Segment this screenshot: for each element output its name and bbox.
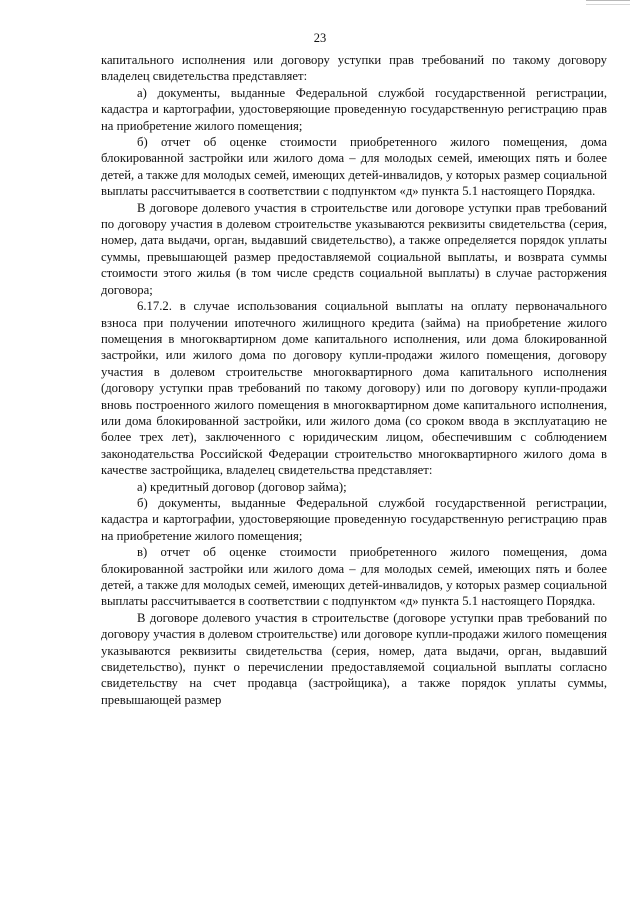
page-number: 23 [313, 31, 327, 45]
document-body [101, 52, 607, 708]
paragraph-item-a: а) документы, выданные Федеральной службой государственной регистрации, кадастра и картографии, удостоверяющие проведенную государственную регистрацию прав на приобретение жилого помещения; [101, 85, 607, 133]
paragraph-item-a-credit: а) кредитный договор (договор займа); [137, 479, 347, 494]
paragraph-continuation: капитального исполнения или договору уступки прав требований по такому договору владелец свидетельства представляет: [101, 53, 607, 84]
paragraph-contract-details: В договоре долевого участия в строительстве (договоре уступки прав требований по договору участия в долевом строительстве) или договоре купли-продажи жилого помещения указываются реквизиты свидетельства (серия, номер, дата выдачи, орган, выдавший свидетельство), пункт о перечислении предоставляемой социальной выплаты согласно свидетельству на счет продавца (застройщика), а также порядок уплаты суммы, превышающей размер [101, 610, 607, 707]
paragraph-equity-contract: В договоре долевого участия в строительстве или договоре уступки прав требований по договору участия в долевом строительстве указываются реквизиты свидетельства (серия, номер, дата выдачи, орган, выдавший свидетельство), а также определяется порядок уплаты суммы, превышающей размер предоставляемой социальной выплаты, и возврата суммы стоимости этого жилья (в том числе средств социальной выплаты) в случае расторжения договора; [101, 200, 607, 297]
paragraph-item-b-documents: б) документы, выданные Федеральной службой государственной регистрации, кадастра и картографии, удостоверяющие проведенную государственную регистрацию прав на приобретение жилого помещения; [101, 495, 607, 543]
paragraph-clause-6-17-2: 6.17.2. в случае использования социальной выплаты на оплату первоначального взноса при получении ипотечного жилищного кредита (займа) на приобретение жилого помещения в многоквартирном доме капитального исполнения, или дома блокированной застройки, или жилого дома по договору купли-продажи жилого помещения, договору участия в долевом строительстве многоквартирного дома капитального исполнения (договору уступки прав требований по такому договору) или по договору купли-продажи вновь построенного жилого помещения в многоквартирном доме капитального исполнения, или дома блокированной застройки, или жилого дома (со сроком ввода в эксплуатацию не более трех лет), заключенного с юридическим лицом, обеспечившим с соблюдением законодательства Российской Федерации строительство многоквартирного жилого дома в качестве застройщика, владелец свидетельства представляет: [101, 299, 607, 478]
paragraph-item-b: б) отчет об оценке стоимости приобретенного жилого помещения, дома блокированной застройки или жилого дома – для молодых семей, имеющих пять и более детей, а также для молодых семей, имеющих детей-инвалидов, у которых размер социальной выплаты рассчитывается в соответствии с подпунктом «д» пункта 5.1 настоящего Порядка. [101, 135, 607, 199]
scan-corner-mark [586, 0, 630, 5]
paragraph-item-v-valuation: в) отчет об оценке стоимости приобретенного жилого помещения, дома блокированной застройки или жилого дома – для молодых семей, имеющих пять и более детей, а также для молодых семей, имеющих детей-инвалидов, у которых размер социальной выплаты рассчитывается в соответствии с подпунктом «д» пункта 5.1 настоящего Порядка. [101, 545, 607, 609]
